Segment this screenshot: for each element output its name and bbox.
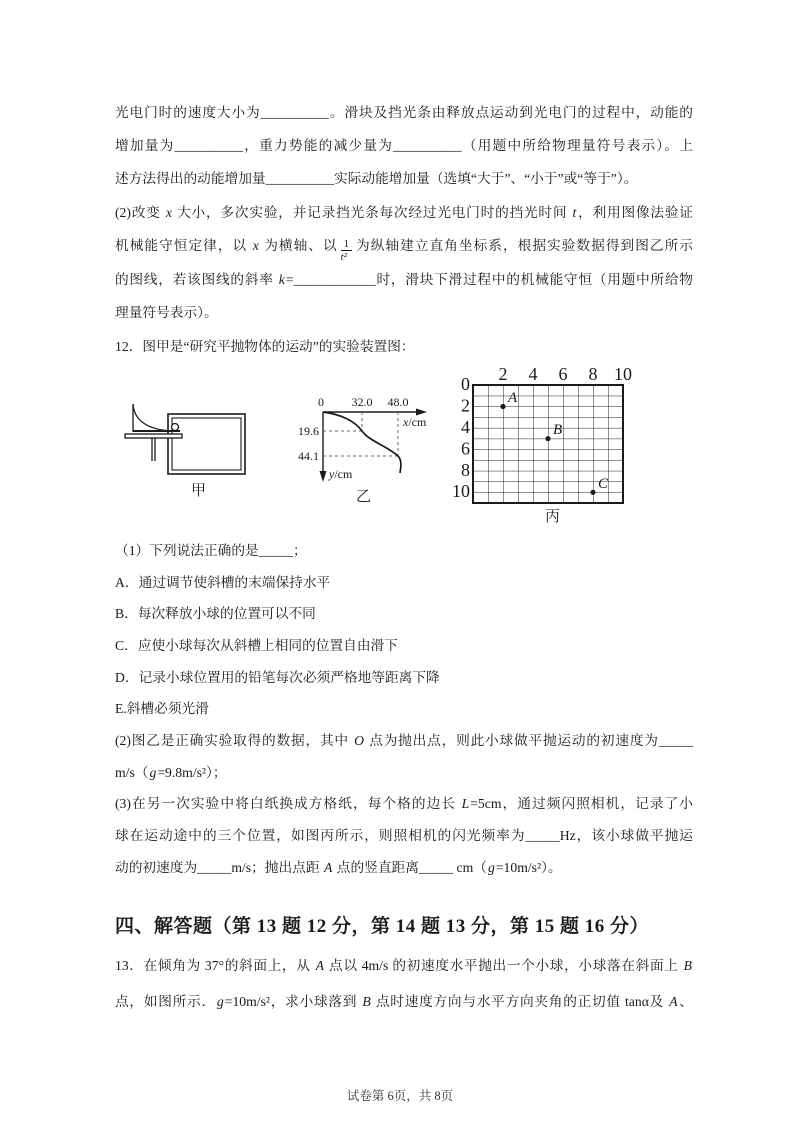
figure-row bbox=[115, 363, 693, 535]
y-tick-label: 19.6 bbox=[298, 423, 319, 438]
page-footer: 试卷第 6页，共 8页 bbox=[346, 1089, 454, 1103]
record-board-inner bbox=[172, 418, 241, 470]
grid-top-label: 6 bbox=[558, 363, 568, 384]
grid-top-label: 10 bbox=[614, 363, 632, 384]
x-tick-label: 32.0 bbox=[351, 394, 373, 409]
q11-line: 机械能守恒定律，以 x 为横轴、以 $\frac{1}{\text{t²}}$ 为纵轴建立直角坐标系，根据实验数据得到图乙所示 bbox=[115, 237, 693, 263]
point-A-dot bbox=[500, 404, 505, 409]
q13-line: 13．在倾角为 37°的斜面上，从 A 点以 4m/s 的初速度水平抛出一个小球，小球落在斜面上 B bbox=[115, 957, 692, 973]
grid-top-label: 2 bbox=[498, 363, 508, 384]
q11-line: 的图线，若该图线的斜率 k=____________时，滑块下滑过程中的机械能守恒（用题中所给物 bbox=[115, 272, 693, 288]
option-c: C．应使小球每次从斜槽上相同的位置自由滑下 bbox=[115, 637, 398, 653]
q12-3-line: 动的初速度为_____m/s；抛出点距 A 点的竖直距离_____ cm（g=10m/s²）。 bbox=[115, 859, 562, 875]
figure-caption-yi: 乙 bbox=[356, 488, 372, 505]
dashed-guides bbox=[323, 412, 398, 456]
q11-line: 增加量为__________，重力势能的减少量为__________（用题中所给物理量符号表示）。上 bbox=[115, 138, 693, 154]
grid-left-label: 6 bbox=[461, 438, 470, 459]
apparatus-diagram bbox=[115, 390, 250, 482]
inclined-ramp-curve bbox=[133, 404, 173, 431]
option-d: D．记录小球位置用的铅笔每次必须严格地等距离下降 bbox=[115, 669, 440, 685]
point-B-label: B bbox=[553, 421, 563, 438]
point-B-dot bbox=[545, 436, 550, 441]
x-axis-title: x/cm bbox=[403, 414, 427, 429]
trajectory-curve bbox=[323, 412, 401, 473]
grid-left-label: 8 bbox=[461, 459, 470, 480]
q12-subquestions bbox=[115, 535, 693, 884]
point-C-label: C bbox=[598, 475, 609, 492]
option-a: A．通过调节使斜槽的末端保持水平 bbox=[115, 574, 331, 590]
question-13 bbox=[115, 948, 693, 1020]
record-board-outer bbox=[168, 414, 245, 474]
grid-left-label: 4 bbox=[461, 416, 470, 437]
q13-line: 点，如图所示．g=10m/s²，求小球落到 B 点时速度方向与水平方向夹角的正切值 tanα及 A、 bbox=[115, 993, 693, 1009]
figure-caption-bing: 丙 bbox=[545, 508, 561, 525]
q12-1-prompt: （1）下列说法正确的是_____； bbox=[115, 542, 307, 558]
q12-3-line: (3)在另一次实验中将白纸换成方格纸，每个格的边长 L=5cm，通过频闪照相机，记录了小 bbox=[115, 796, 693, 812]
point-C-dot bbox=[590, 490, 595, 495]
page-content bbox=[115, 96, 693, 1020]
y-tick-label: 44.1 bbox=[298, 448, 319, 463]
table-top bbox=[125, 434, 182, 438]
grid-top-label: 8 bbox=[588, 363, 598, 384]
option-e: E.斜槽必须光滑 bbox=[115, 701, 209, 717]
trajectory-graph bbox=[288, 388, 463, 498]
q11-line: 理量符号表示）。 bbox=[115, 305, 218, 321]
q11-line: (2)改变 x 大小，多次实验，并记录挡光条每次经过光电门时的挡光时间 t，利用图像法验证 bbox=[115, 204, 693, 220]
q11-line: 述方法得出的动能增加量__________实际动能增加量（选填“大于”、“小于”或“等于”）。 bbox=[115, 171, 638, 187]
q12-2-line: (2)图乙是正确实验取得的数据，其中 O 点为抛出点，则此小球做平抛运动的初速度为_____ bbox=[115, 733, 693, 749]
grid-zero-label: 0 bbox=[461, 373, 470, 394]
figure-caption-jia: 甲 bbox=[191, 482, 207, 499]
q11-line: 光电门时的速度大小为__________。滑块及挡光条由释放点运动到光电门的过程中，动能的 bbox=[115, 105, 693, 120]
x-tick-label: 48.0 bbox=[387, 394, 409, 409]
origin-tick-label: 0 bbox=[318, 394, 324, 409]
ball bbox=[172, 423, 179, 430]
grid-left-label: 10 bbox=[452, 481, 470, 502]
figure-bing bbox=[450, 363, 640, 525]
option-b: B．每次释放小球的位置可以不同 bbox=[115, 606, 316, 622]
figure-jia bbox=[115, 390, 250, 499]
section-heading: 四、解答题（第 13 题 12 分，第 14 题 13 分，第 15 题 16 分） bbox=[115, 915, 650, 937]
y-axis-title: y/cm bbox=[329, 466, 353, 481]
q12-intro: 12．图甲是“研究平抛物体的运动”的实验装置图： bbox=[115, 338, 415, 354]
q12-3-line: 球在运动途中的三个位置，如图丙所示，则照相机的闪光频率为_____Hz，该小球做平抛运 bbox=[115, 828, 693, 844]
grid-top-label: 4 bbox=[528, 363, 538, 384]
y-axis-arrow bbox=[320, 471, 327, 482]
grid-left-label: 2 bbox=[461, 395, 470, 416]
q12-2-line: m/s（g=9.8m/s²）； bbox=[115, 764, 227, 780]
point-A-label: A bbox=[508, 389, 518, 406]
grid-diagram bbox=[450, 363, 640, 508]
